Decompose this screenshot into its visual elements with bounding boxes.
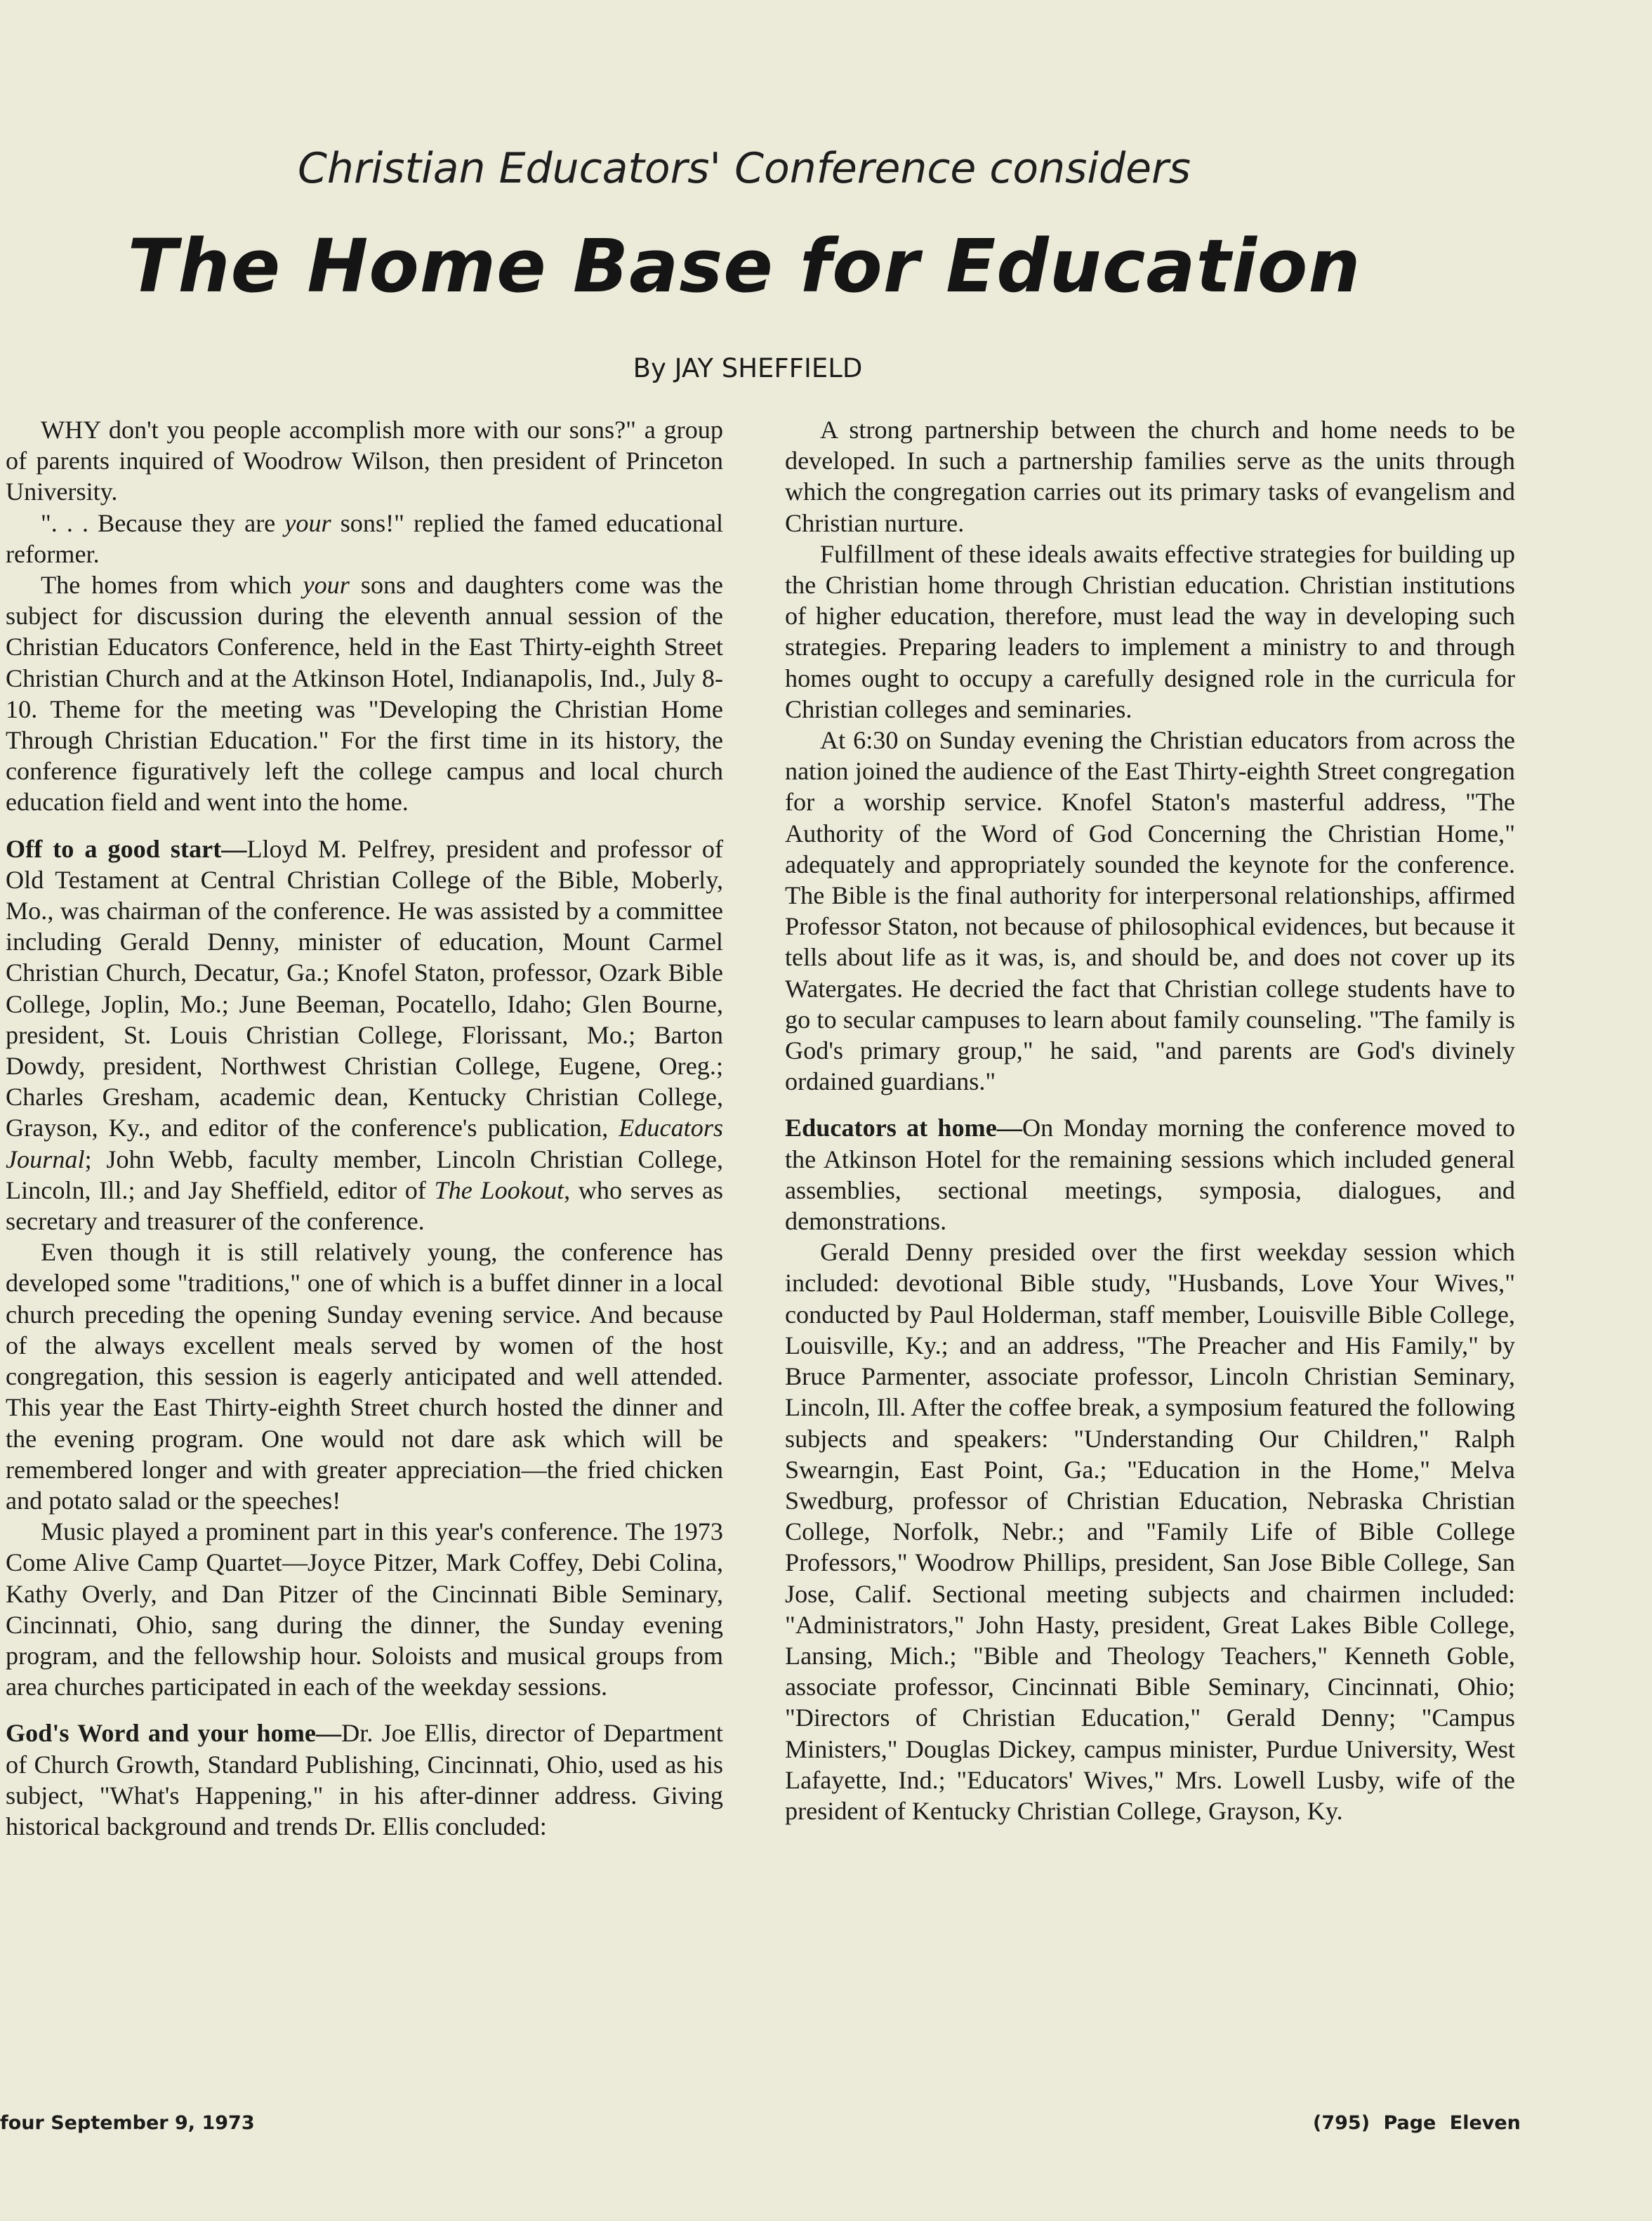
paragraph: Music played a prominent part in this year's conference. The 1973 Come Alive Camp Quartet—Joyce Pitzer, Mark Coffey, Debi Colina, Kathy Overly, and Dan Pitzer of the Cincinnati Bible Seminary, Cincinnati, Ohio, sang during the dinner, the Sunday evening program, and the fellowship hour. Soloists and musical groups from area churches participated in each of the weekday sessions.	[6, 1517, 723, 1701]
paragraph: At 6:30 on Sunday evening the Christian educators from across the nation joined the audience of the East Thirty-eighth Street congregation for a worship service. Knofel Staton's masterful address, "The Authority of the Word of God Concerning the Christian Home," adequately and appropriately sounded the keynote for the conference. The Bible is the final authority for interpersonal relationships, affirmed Professor Staton, not because of philosophical evidences, but because it tells about life as it was, is, and should be, and does not cover up its Watergates. He decried the fact that Christian college students have to go to secular campuses to learn about family counseling. "The family is God's primary group," he said, "and parents are God's divinely ordained guardians."	[785, 726, 1515, 1096]
section-heading: Educators at home—	[785, 1114, 1022, 1142]
quoted-paragraph: Fulfillment of these ideals awaits effective strategies for building up the Christian home through Christian education. Christian institutions of higher education, therefore, must lead the way in developing such strategies. Preparing leaders to implement a ministry to and through homes ought to occupy a carefully designed role in the curricula for Christian colleges and seminaries.	[785, 539, 1515, 723]
left-column	[0, 414, 723, 1842]
article-kicker: Christian Educators' Conference considers	[298, 144, 1191, 193]
footer-date: four September 9, 1973	[0, 2112, 255, 2134]
paragraph: Even though it is still relatively young, the conference has developed some "traditions," one of which is a buffet dinner in a local church preceding the opening Sunday evening service. And because of the always excellent meals served by women of the host congregation, this session is eagerly anticipated and well attended. This year the East Thirty-eighth Street church hosted the dinner and the evening program. One would not dare ask which will be remembered longer and with greater appreciation—the fried chicken and potato salad or the speeches!	[6, 1238, 723, 1515]
section-heading: Off to a good start—	[6, 834, 247, 863]
section-off-to-a-good-start: Off to a good start—Lloyd M. Pelfrey, president and professor of Old Testament at Central Christian College of the Bible, Moberly, Mo., was chairman of the conference. He was assisted by a committee including Gerald Denny, minister of education, Mount Carmel Christian Church, Decatur, Ga.; Knofel Staton, professor, Ozark Bible College, Joplin, Mo.; June Beeman, Pocatello, Idaho; Glen Bourne, president, St. Louis Christian College, Florissant, Mo.; Barton Dowdy, president, Northwest Christian College, Eugene, Oreg.; Charles Gresham, academic dean, Kentucky Christian College, Grayson, Ky., and editor of the conference's publication, Educators Journal; John Webb, faculty member, Lincoln Christian College, Lincoln, Ill.; and Jay Sheffield, editor of The Lookout, who serves as secretary and treasurer of the conference.	[6, 834, 724, 1236]
paragraph: The homes from which your sons and daughters come was the subject for discussion during the eleventh annual session of the Christian Educators Conference, held in the East Thirty-eighth Street Christian Church and at the Atkinson Hotel, Indianapolis, Ind., July 8-10. Theme for the meeting was "Developing the Christian Home Through Christian Education." For the first time in its history, the conference figuratively left the college campus and local church education field and went into the home.	[6, 571, 723, 817]
section-gods-word: God's Word and your home—Dr. Joe Ellis, director of Department of Church Growth, Standard Publishing, Cincinnati, Ohio, used as his subject, "What's Happening," in his after-dinner address. Giving historical background and trends Dr. Ellis concluded:	[6, 1719, 723, 1840]
byline: By JAY SHEFFIELD	[633, 353, 863, 383]
section-heading: God's Word and your home—	[6, 1719, 342, 1748]
paragraph: WHY don't you people accomplish more with our sons?" a group of parents inquired of Woodrow Wilson, then president of Princeton University.	[6, 416, 723, 506]
right-column	[785, 414, 1515, 1826]
paragraph: ". . . Because they are your sons!" replied the famed educational reformer.	[6, 508, 724, 568]
quoted-paragraph: A strong partnership between the church and home needs to be developed. In such a partnership families serve as the units through which the congregation carries out its primary tasks of evangelism and Christian nurture.	[785, 416, 1515, 537]
footer-page-number: (795) Page Eleven	[1313, 2112, 1521, 2134]
paragraph: Gerald Denny presided over the first weekday session which included: devotional Bible study, "Husbands, Love Your Wives," conducted by Paul Holderman, staff member, Louisville Bible College, Louisville, Ky.; and an address, "The Preacher and His Family," by Bruce Parmenter, associate professor, Lincoln Christian Seminary, Lincoln, Ill. After the coffee break, a symposium featured the following subjects and speakers: "Understanding Our Children," Ralph Swearngin, East Point, Ga.; "Education in the Home," Melva Swedburg, professor of Christian Education, Nebraska Christian College, Norfolk, Nebr.; and "Family Life of Bible College Professors," Woodrow Phillips, president, San Jose Bible College, San Jose, Calif. Sectional meeting subjects and chairmen included: "Administrators," John Hasty, president, Great Lakes Bible College, Lansing, Mich.; "Bible and Theology Teachers," Kenneth Goble, associate professor, Cincinnati Bible Seminary, Cincinnati, Ohio; "Directors of Christian Education," Gerald Denny; "Campus Ministers," Douglas Dickey, campus minister, Purdue University, West Lafayette, Ind.; "Educators' Wives," Mrs. Lowell Lusby, wife of the president of Kentucky Christian College, Grayson, Ky.	[785, 1238, 1515, 1825]
section-educators-at-home: Educators at home—On Monday morning the conference moved to the Atkinson Hotel for the remaining sessions which included general assemblies, sectional meetings, symposia, dialogues, and demonstrations.	[785, 1114, 1516, 1236]
article-title: The Home Base for Education	[127, 223, 1361, 309]
